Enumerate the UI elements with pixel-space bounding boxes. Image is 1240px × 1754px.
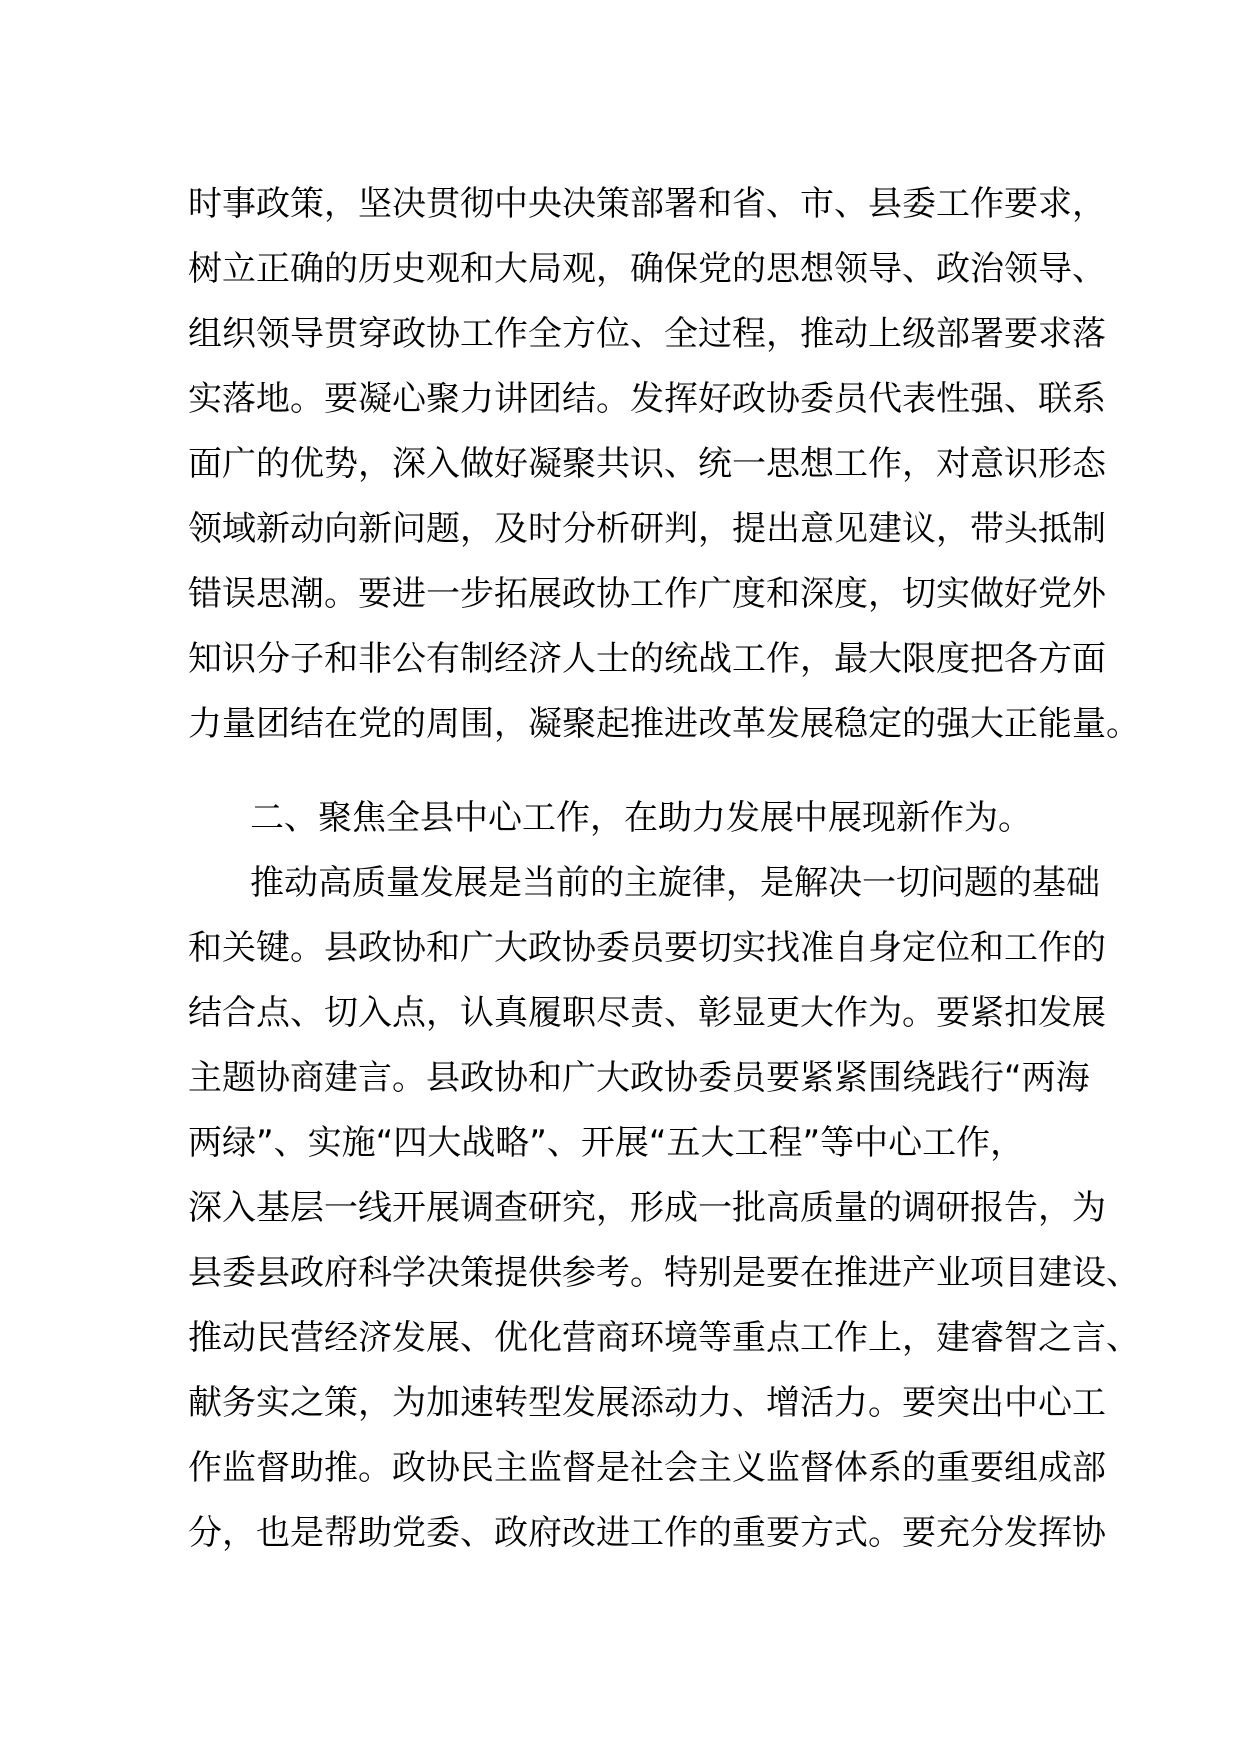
paragraph-1-line-1: 时事政策，坚决贯彻中央决策部署和省、市、县委工作要求， bbox=[188, 184, 1106, 224]
paragraph-1-line-7: 错误思潮。要进一步拓展政协工作广度和深度，切实做好党外 bbox=[188, 574, 1106, 614]
paragraph-2-line-7: 县委县政府科学决策提供参考。特别是要在推进产业项目建设、 bbox=[188, 1253, 1140, 1293]
paragraph-1-line-6: 领域新动向新问题，及时分析研判，提出意见建议，带头抵制 bbox=[188, 509, 1106, 549]
paragraph-1-line-8: 知识分子和非公有制经济人士的统战工作，最大限度把各方面 bbox=[188, 639, 1106, 679]
paragraph-1-line-5: 面广的优势，深入做好凝聚共识、统一思想工作，对意识形态 bbox=[188, 444, 1106, 484]
paragraph-2-line-5: 两绿”、实施“四大战略”、开展“五大工程”等中心工作， bbox=[188, 1123, 1025, 1163]
paragraph-2-line-3: 结合点、切入点，认真履职尽责、彰显更大作为。要紧扣发展 bbox=[188, 993, 1106, 1033]
paragraph-2-line-2: 和关键。县政协和广大政协委员要切实找准自身定位和工作的 bbox=[188, 928, 1106, 968]
paragraph-1 bbox=[188, 172, 1140, 757]
section-heading: 二、聚焦全县中心工作，在助力发展中展现新作为。 bbox=[250, 798, 1032, 838]
document-body bbox=[188, 172, 1140, 1566]
paragraph-1-line-4: 实落地。要凝心聚力讲团结。发挥好政协委员代表性强、联系 bbox=[188, 379, 1106, 419]
paragraph-1-line-2: 树立正确的历史观和大局观，确保党的思想领导、政治领导、 bbox=[188, 249, 1106, 289]
paragraph-2 bbox=[188, 851, 1140, 1566]
paragraph-2-line-6: 深入基层一线开展调查研究，形成一批高质量的调研报告，为 bbox=[188, 1188, 1106, 1228]
paragraph-2-line-10: 作监督助推。政协民主监督是社会主义监督体系的重要组成部 bbox=[188, 1448, 1106, 1488]
paragraph-1-line-3: 组织领导贯穿政协工作全方位、全过程，推动上级部署要求落 bbox=[188, 314, 1106, 354]
paragraph-2-line-4: 主题协商建言。县政协和广大政协委员要紧紧围绕践行“两海 bbox=[188, 1058, 1090, 1098]
paragraph-2-line-1: 推动高质量发展是当前的主旋律，是解决一切问题的基础 bbox=[250, 863, 1100, 903]
paragraph-2-line-8: 推动民营经济发展、优化营商环境等重点工作上，建睿智之言、 bbox=[188, 1318, 1140, 1358]
paragraph-2-line-11: 分，也是帮助党委、政府改进工作的重要方式。要充分发挥协 bbox=[188, 1513, 1106, 1553]
paragraph-2-line-9: 献务实之策，为加速转型发展添动力、增活力。要突出中心工 bbox=[188, 1383, 1106, 1423]
paragraph-1-line-9: 力量团结在党的周围，凝聚起推进改革发展稳定的强大正能量。 bbox=[188, 704, 1140, 744]
